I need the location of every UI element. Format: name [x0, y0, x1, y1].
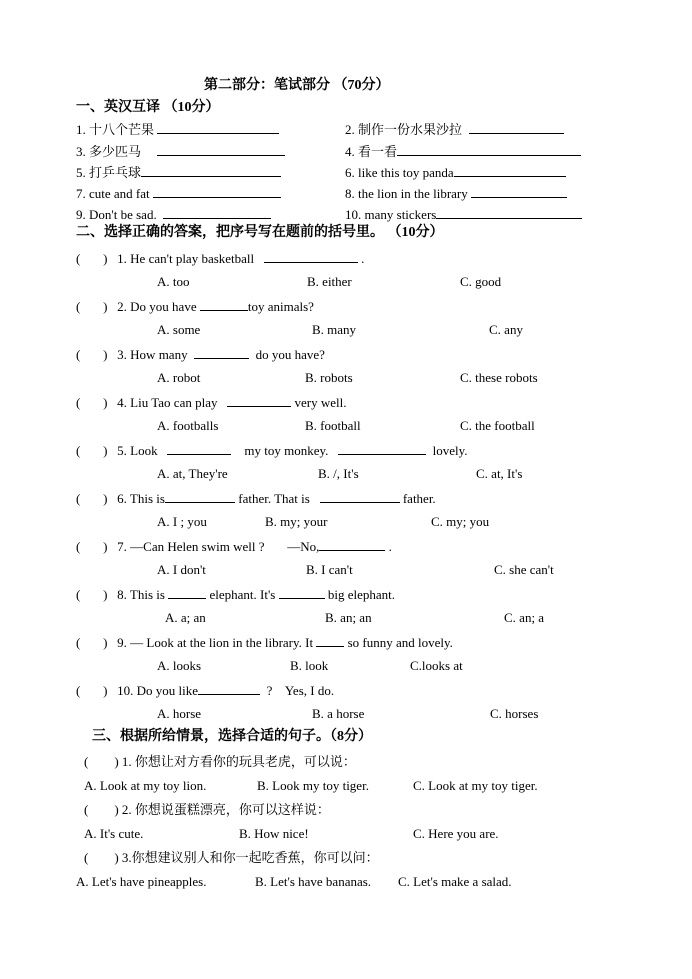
option-6c: C. my; you	[431, 514, 490, 529]
item-2: 2. 制作一份水果沙拉	[345, 121, 564, 138]
situation-2: ( ) 2. 你想说蛋糕漂亮，你可以这样说：	[84, 802, 330, 817]
question-1: ( ) 1. He can't play basketball .	[76, 251, 365, 266]
option-6a: A. I ; you	[157, 514, 207, 529]
option-1a: A. too	[157, 274, 190, 289]
item-4: 4. 看一看	[345, 143, 581, 160]
situation-3-option-a: A. Let's have pineapples.	[76, 874, 207, 889]
situation-3-option-c: C. Let's make a salad.	[398, 874, 512, 889]
option-10a: A. horse	[157, 706, 202, 721]
option-2b: B. many	[312, 322, 357, 337]
item-1: 1. 十八个芒果	[76, 121, 279, 138]
option-8a: A. a; an	[165, 610, 206, 625]
option-5b: B. /, It's	[318, 466, 359, 481]
item-6: 6. like this toy panda	[345, 164, 566, 181]
option-7a: A. I don't	[157, 562, 206, 577]
option-1b: B. either	[307, 274, 352, 289]
situation-1-option-a: A. Look at my toy lion.	[84, 778, 207, 793]
option-5a: A. at, They're	[157, 466, 228, 481]
item-7: 7. cute and fat	[76, 185, 281, 202]
situation-2-option-c: C. Here you are.	[413, 826, 499, 841]
option-9c: C.looks at	[410, 658, 463, 673]
situation-3-option-b: B. Let's have bananas.	[255, 874, 372, 889]
item-3: 3. 多少匹马	[76, 143, 285, 160]
option-5c: C. at, It's	[476, 466, 523, 481]
item-5: 5. 打乒乓球	[76, 164, 281, 181]
situation-3: ( ) 3.你想建议别人和你一起吃香蕉，你可以问：	[84, 850, 379, 865]
situation-1: ( ) 1. 你想让对方看你的玩具老虎，可以说：	[84, 754, 356, 769]
option-4a: A. footballs	[157, 418, 219, 433]
question-5: ( ) 5. Look my toy monkey. lovely.	[76, 443, 468, 458]
question-6: ( ) 6. This is father. That is father.	[76, 491, 436, 506]
option-9b: B. look	[290, 658, 329, 673]
item-9: 9. Don't be sad.	[76, 206, 271, 223]
option-4c: C. the football	[460, 418, 535, 433]
option-9a: A. looks	[157, 658, 202, 673]
option-4b: B. football	[305, 418, 361, 433]
question-3: ( ) 3. How many do you have?	[76, 347, 325, 362]
option-3c: C. these robots	[460, 370, 538, 385]
situation-2-option-a: A. It's cute.	[84, 826, 144, 841]
option-7c: C. she can't	[494, 562, 554, 577]
situation-1-option-b: B. Look my toy tiger.	[257, 778, 369, 793]
option-8c: C. an; a	[504, 610, 545, 625]
question-2: ( ) 2. Do you have toy animals?	[76, 299, 314, 314]
question-9: ( ) 9. — Look at the lion in the library. It so funny and lovely.	[76, 635, 453, 650]
section1-heading: 一、英汉互译 （10分）	[76, 100, 220, 115]
question-8: ( ) 8. This is elephant. It's big elephant.	[76, 587, 396, 602]
option-1c: C. good	[460, 274, 502, 289]
question-4: ( ) 4. Liu Tao can play very well.	[76, 395, 347, 410]
item-10: 10. many stickers	[345, 206, 582, 223]
question-7: ( ) 7. —Can Helen swim well ? —No, .	[76, 539, 392, 554]
section2-heading: 二、选择正确的答案，把序号写在题前的括号里。 （10分）	[76, 225, 444, 240]
option-2c: C. any	[489, 322, 523, 337]
option-3b: B. robots	[305, 370, 353, 385]
item-8: 8. the lion in the library	[345, 185, 567, 202]
question-10: ( ) 10. Do you like ? Yes, I do.	[76, 683, 335, 698]
section3-heading: 三、根据所给情景，选择合适的句子。（8分）	[92, 729, 372, 744]
option-7b: B. I can't	[306, 562, 353, 577]
option-6b: B. my; your	[265, 514, 328, 529]
option-8b: B. an; an	[325, 610, 372, 625]
option-2a: A. some	[157, 322, 201, 337]
option-10b: B. a horse	[312, 706, 365, 721]
situation-1-option-c: C. Look at my toy tiger.	[413, 778, 538, 793]
option-10c: C. horses	[490, 706, 539, 721]
page-title: 第二部分：笔试部分 （70分）	[204, 78, 390, 93]
option-3a: A. robot	[157, 370, 201, 385]
situation-2-option-b: B. How nice!	[239, 826, 309, 841]
